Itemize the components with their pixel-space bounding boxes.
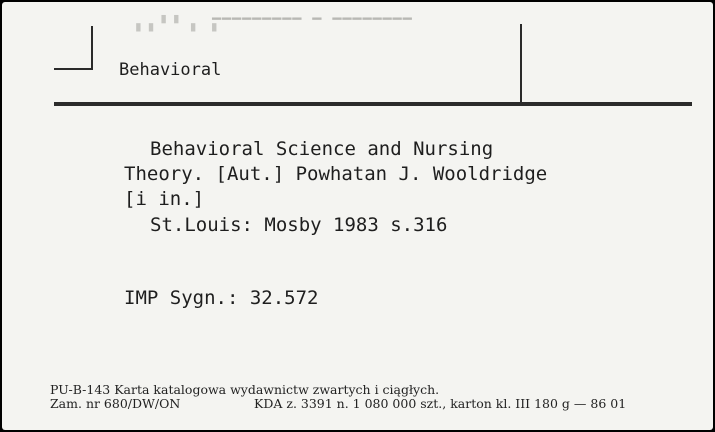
faded-stamp-mark-small: ▗ ▖▝ ▘ ▖ ▗ bbox=[132, 16, 217, 32]
faded-stamp-mark: ▁▁▁▁▁▁▁▁▁ ▁ ▁▁▁▁▁▁▁▁ bbox=[212, 2, 413, 20]
heading-rule bbox=[54, 102, 692, 106]
footer-print-details: KDA z. 3391 n. 1 080 000 szt., karton kl. III 180 g — 86 01 bbox=[254, 396, 627, 411]
footer-form-line: PU-B-143 Karta katalogowa wydawnictw zwartych i ciągłych. bbox=[50, 382, 440, 397]
title-line-2: Theory. [Aut.] Powhatan J. Wooldridge bbox=[124, 163, 548, 185]
corner-bracket-vertical bbox=[91, 26, 93, 70]
catalog-card bbox=[2, 2, 713, 430]
imprint-line: St.Louis: Mosby 1983 s.316 bbox=[150, 214, 448, 236]
title-line-3: [i in.] bbox=[124, 188, 205, 210]
subject-heading: Behavioral bbox=[119, 60, 222, 80]
footer-order-number: Zam. nr 680/DW/ON bbox=[50, 396, 181, 411]
corner-bracket-horizontal bbox=[54, 68, 93, 70]
title-line-1: Behavioral Science and Nursing bbox=[150, 138, 494, 160]
column-divider bbox=[520, 24, 522, 102]
call-number: IMP Sygn.: 32.572 bbox=[124, 287, 319, 309]
